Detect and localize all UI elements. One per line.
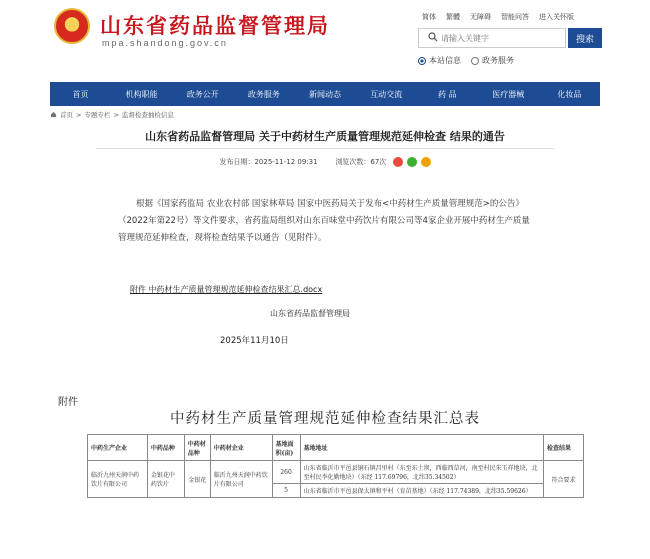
weibo-share-icon[interactable] [393, 157, 403, 167]
radio-unselected-icon [471, 57, 479, 65]
wechat-share-icon[interactable] [407, 157, 417, 167]
nav-gov-affairs[interactable]: 政务公开 [186, 89, 219, 99]
article-title: 山东省药品监督管理局 关于中药材生产质量管理规范延伸检查 结果的通告 [145, 130, 505, 143]
article-meta [0, 157, 650, 167]
col-header: 检查结果 [544, 435, 584, 461]
signature-date: 2025年11月10日 [220, 336, 289, 346]
nav-devices[interactable]: 医疗器械 [492, 89, 525, 99]
cell-result: 符合要求 [544, 461, 584, 498]
view-count: 浏览次数：67次 [335, 158, 387, 166]
breadcrumb-topics[interactable]: 专题专栏 [84, 111, 111, 119]
top-link-simplified[interactable]: 简体 [422, 13, 436, 21]
radio-selected-icon [418, 57, 426, 65]
cell-herb-enterprise: 临沂九州天润中药饮片有限公司 [210, 461, 272, 498]
nav-interaction[interactable]: 互动交流 [370, 89, 403, 99]
breadcrumb: 首页 > 专题专栏 > 监督检查抽检信息 [50, 110, 174, 119]
top-link-accessibility[interactable]: 无障碍 [470, 13, 491, 21]
search-button[interactable]: 搜索 [568, 28, 602, 48]
title-divider [96, 148, 554, 149]
col-header: 中药材品种 [184, 435, 210, 461]
nav-news[interactable]: 新闻动态 [308, 89, 341, 99]
table-row [88, 461, 584, 484]
col-header: 中药品种 [147, 435, 184, 461]
main-nav [50, 82, 600, 106]
col-header: 中药生产企业 [88, 435, 148, 461]
col-header: 基地地址 [300, 435, 543, 461]
attachment-label: 附件 [58, 397, 78, 408]
top-link-traditional[interactable]: 繁體 [446, 13, 460, 21]
top-links [422, 12, 574, 22]
article-body: 根据《国家药监局 农业农村部 国家林草局 国家中医药局关于发布<中药材生产质量管理规范>的公告》（2022年第22号）等文件要求，省药监局组织对山东百味堂中药饮片有限公司等4家企业开展中药材生产质量管理规范延伸检查，现将检查结果予以通告（见附件）。 [118, 199, 530, 243]
cell-variety: 金银花中药饮片 [147, 461, 184, 498]
cell-address: 山东省临沂市平邑县铜石镇昌里村（东至东土坝，西临西草河，南至村民朱玉祥地块，北至村民李化勤地块）（东经 117.69796，北纬35.34502） [300, 461, 543, 484]
breadcrumb-inspection[interactable]: 监督检查抽检信息 [121, 111, 174, 119]
top-link-care-version[interactable]: 进入关怀版 [539, 13, 574, 21]
nav-gov-services[interactable]: 政务服务 [247, 89, 280, 99]
cell-herb: 金银花 [184, 461, 210, 498]
cell-address: 山东省临沂市平邑县保太镇和平村（育苗基地）（东经 117.74389，北纬35.59626） [300, 484, 543, 498]
site-header [0, 0, 650, 78]
search-icon [428, 32, 438, 42]
radio-site-info[interactable]: 本站信息 [418, 55, 461, 66]
col-header: 基地面积(亩) [272, 435, 300, 461]
search-scope-radios [418, 55, 514, 66]
nav-home[interactable]: 首页 [72, 89, 89, 99]
nav-functions[interactable]: 机构职能 [125, 89, 158, 99]
table-title: 中药材生产质量管理规范延伸检查结果汇总表 [170, 411, 480, 427]
nav-drugs[interactable]: 药 品 [437, 89, 457, 99]
top-link-smart-qa[interactable]: 智能问答 [501, 13, 529, 21]
breadcrumb-home[interactable]: 首页 [60, 111, 73, 119]
share-buttons [393, 157, 431, 167]
signature-org: 山东省药品监督管理局 [270, 309, 350, 318]
cell-area: 260 [272, 461, 300, 484]
table-header-row [88, 435, 584, 461]
site-title: 山东省药品监督管理局 [100, 13, 330, 38]
national-emblem-logo [54, 8, 90, 44]
publish-time: 发布日期：2025-11-12 09:31 [219, 158, 318, 166]
cell-area: 5 [272, 484, 300, 498]
col-header: 中药材企业 [210, 435, 272, 461]
qzone-share-icon[interactable] [421, 157, 431, 167]
radio-gov-service[interactable]: 政务服务 [471, 55, 514, 66]
attachment-link[interactable]: 附件 中药材生产质量管理规范延伸检查结果汇总.docx [130, 285, 323, 294]
search-input[interactable] [418, 28, 566, 48]
nav-cosmetics[interactable]: 化妆品 [557, 89, 582, 99]
cell-enterprise: 临沂九州天润中药饮片有限公司 [88, 461, 148, 498]
site-domain: mpa.shandong.gov.cn [102, 38, 228, 48]
home-icon [50, 111, 57, 118]
results-table [87, 434, 584, 498]
